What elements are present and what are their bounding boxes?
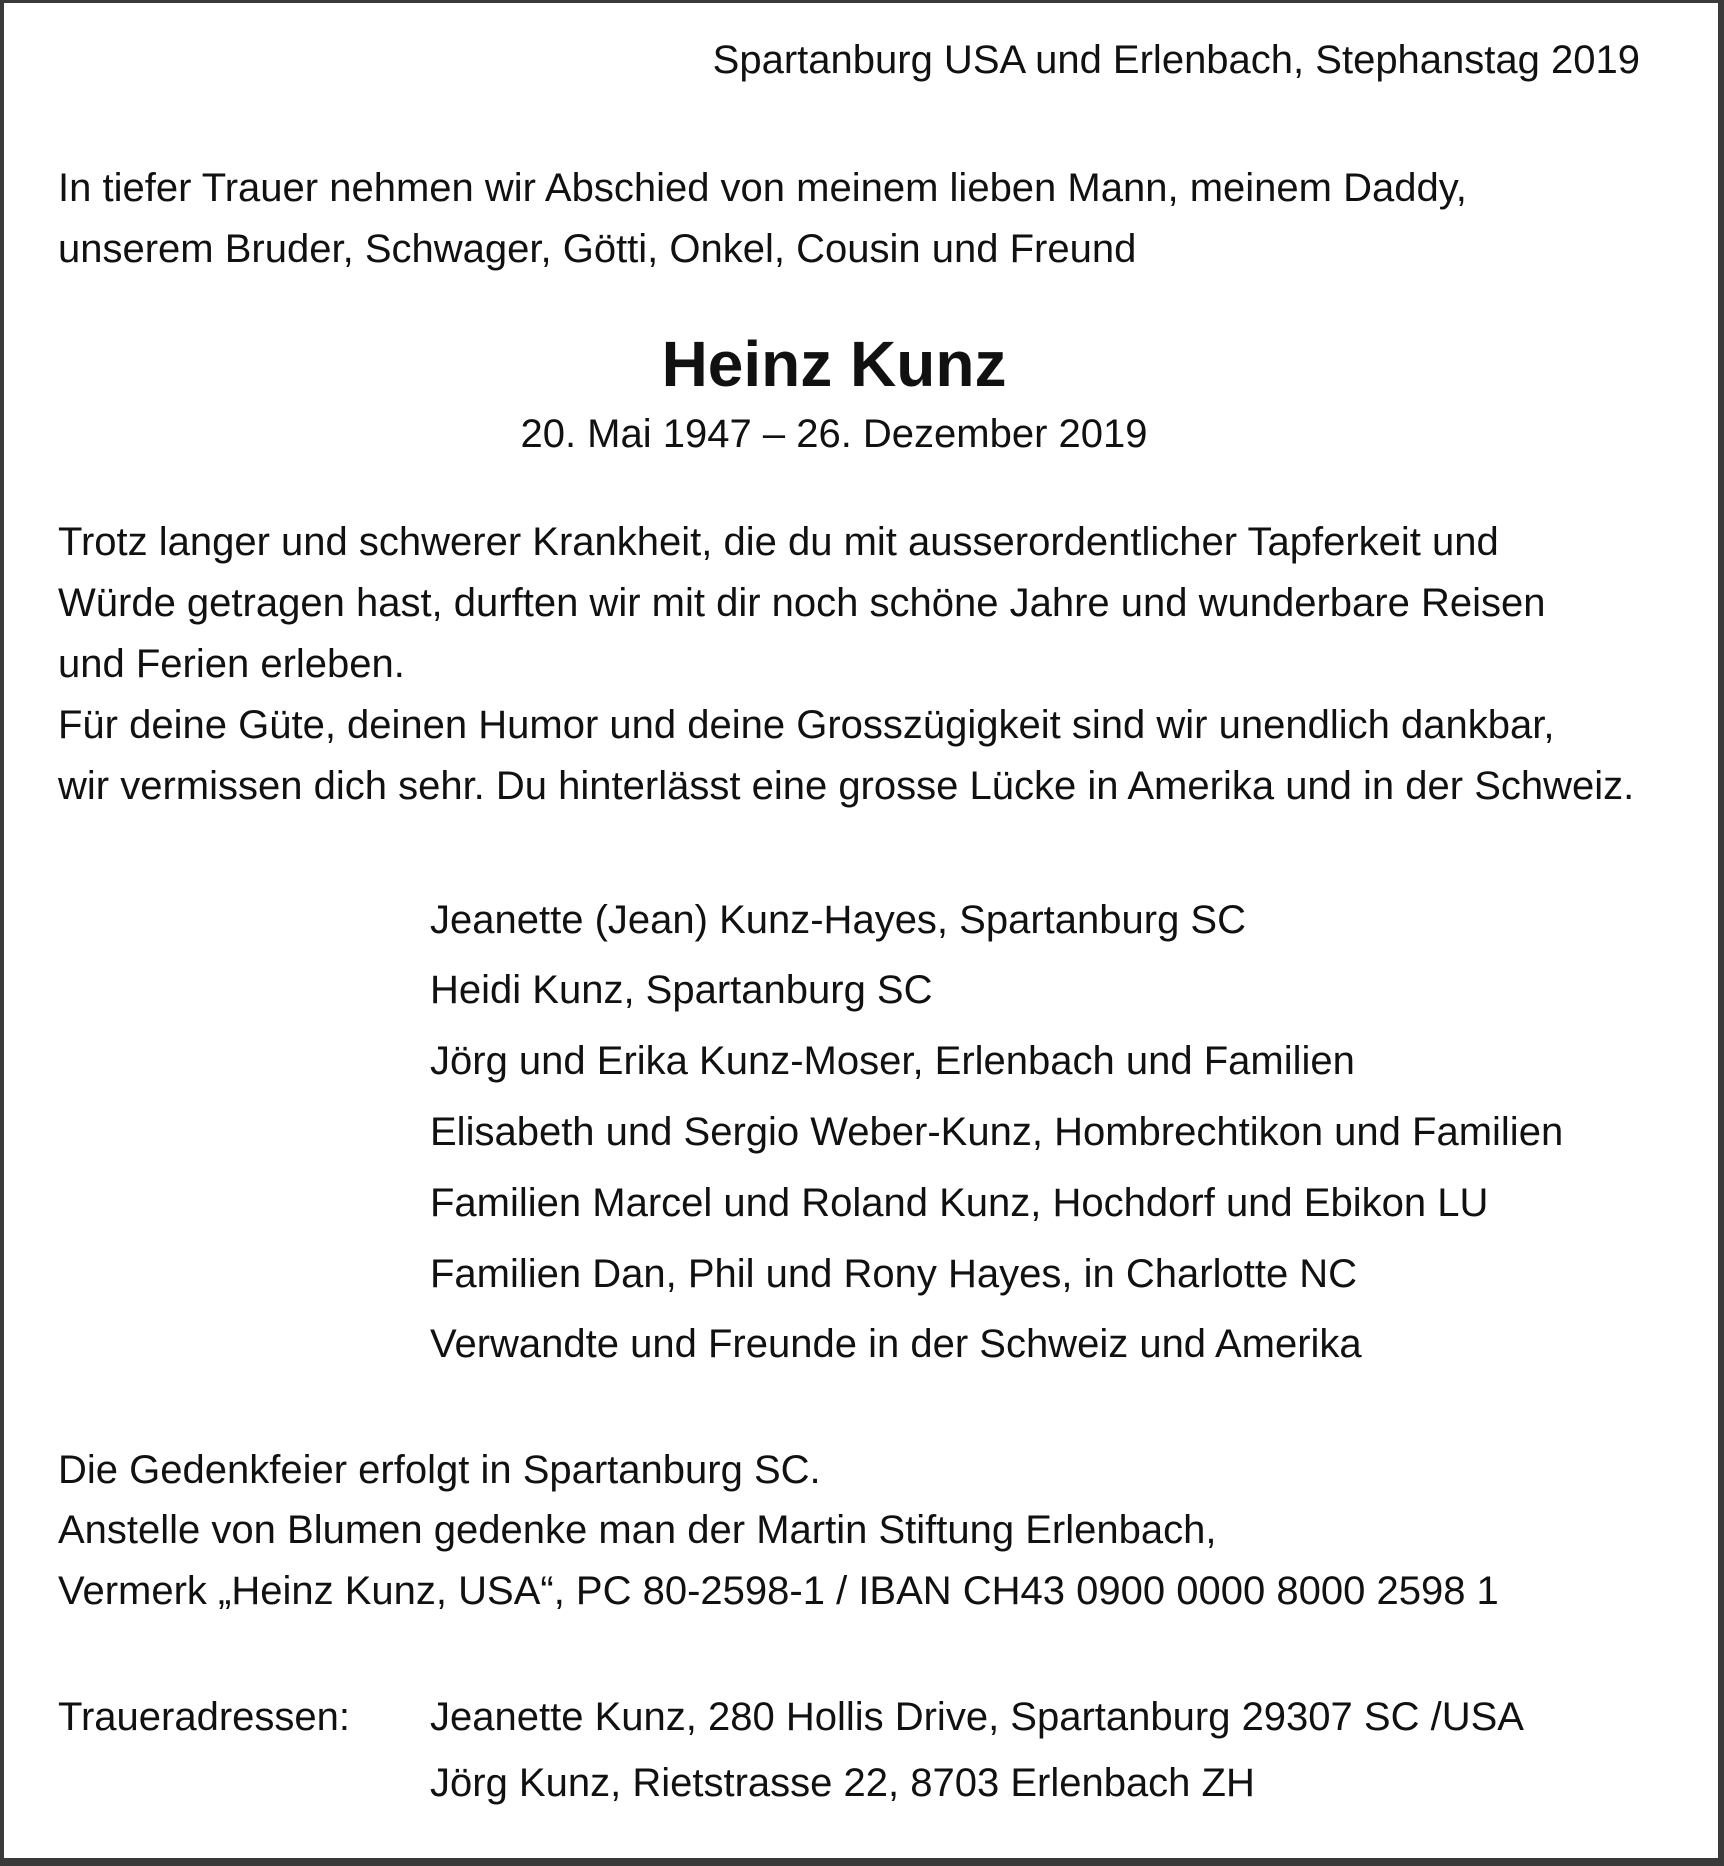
mourner-entry: Heidi Kunz, Spartanburg SC (430, 968, 933, 1012)
mourner-entry: Jörg und Erika Kunz-Moser, Erlenbach und Familien (430, 1039, 1355, 1083)
body-line: Trotz langer und schwerer Krankheit, die du mit ausserordentlicher Tapferkeit und (58, 520, 1499, 564)
mourner-entry: Jeanette (Jean) Kunz-Hayes, Spartanburg SC (430, 898, 1246, 942)
addresses-label: Traueradressen: (58, 1695, 350, 1739)
mourning-address: Jörg Kunz, Rietstrasse 22, 8703 Erlenbach ZH (430, 1761, 1255, 1805)
mourner-entry: Verwandte und Freunde in der Schweiz und Amerika (430, 1322, 1362, 1366)
memorial-note: Anstelle von Blumen gedenke man der Martin Stiftung Erlenbach, (58, 1508, 1217, 1552)
life-dates: 20. Mai 1947 – 26. Dezember 2019 (520, 412, 1148, 456)
memorial-note: Die Gedenkfeier erfolgt in Spartanburg SC. (58, 1448, 821, 1492)
mourner-entry: Familien Marcel und Roland Kunz, Hochdorf und Ebikon LU (430, 1181, 1489, 1225)
mourner-entry: Elisabeth und Sergio Weber-Kunz, Hombrechtikon und Familien (430, 1110, 1564, 1154)
body-line: und Ferien erleben. (58, 642, 405, 686)
place-and-date: Spartanburg USA und Erlenbach, Stephanstag 2019 (712, 38, 1640, 82)
intro-line: unserem Bruder, Schwager, Götti, Onkel, Cousin und Freund (58, 227, 1137, 271)
donation-reference: Vermerk „Heinz Kunz, USA“, PC 80-2598-1 / IBAN CH43 0900 0000 8000 2598 1 (58, 1569, 1499, 1613)
intro-line: In tiefer Trauer nehmen wir Abschied von meinem lieben Mann, meinem Daddy, (58, 166, 1467, 210)
body-line: wir vermissen dich sehr. Du hinterlässt eine grosse Lücke in Amerika und in der Schweiz. (58, 764, 1635, 808)
body-line: Würde getragen hast, durften wir mit dir noch schöne Jahre und wunderbare Reisen (58, 581, 1546, 625)
deceased-name: Heinz Kunz (661, 328, 1007, 400)
mourner-entry: Familien Dan, Phil und Rony Hayes, in Charlotte NC (430, 1252, 1358, 1296)
mourning-address: Jeanette Kunz, 280 Hollis Drive, Spartanburg 29307 SC /USA (430, 1695, 1524, 1739)
body-line: Für deine Güte, deinen Humor und deine Grosszügigkeit sind wir unendlich dankbar, (58, 703, 1555, 747)
